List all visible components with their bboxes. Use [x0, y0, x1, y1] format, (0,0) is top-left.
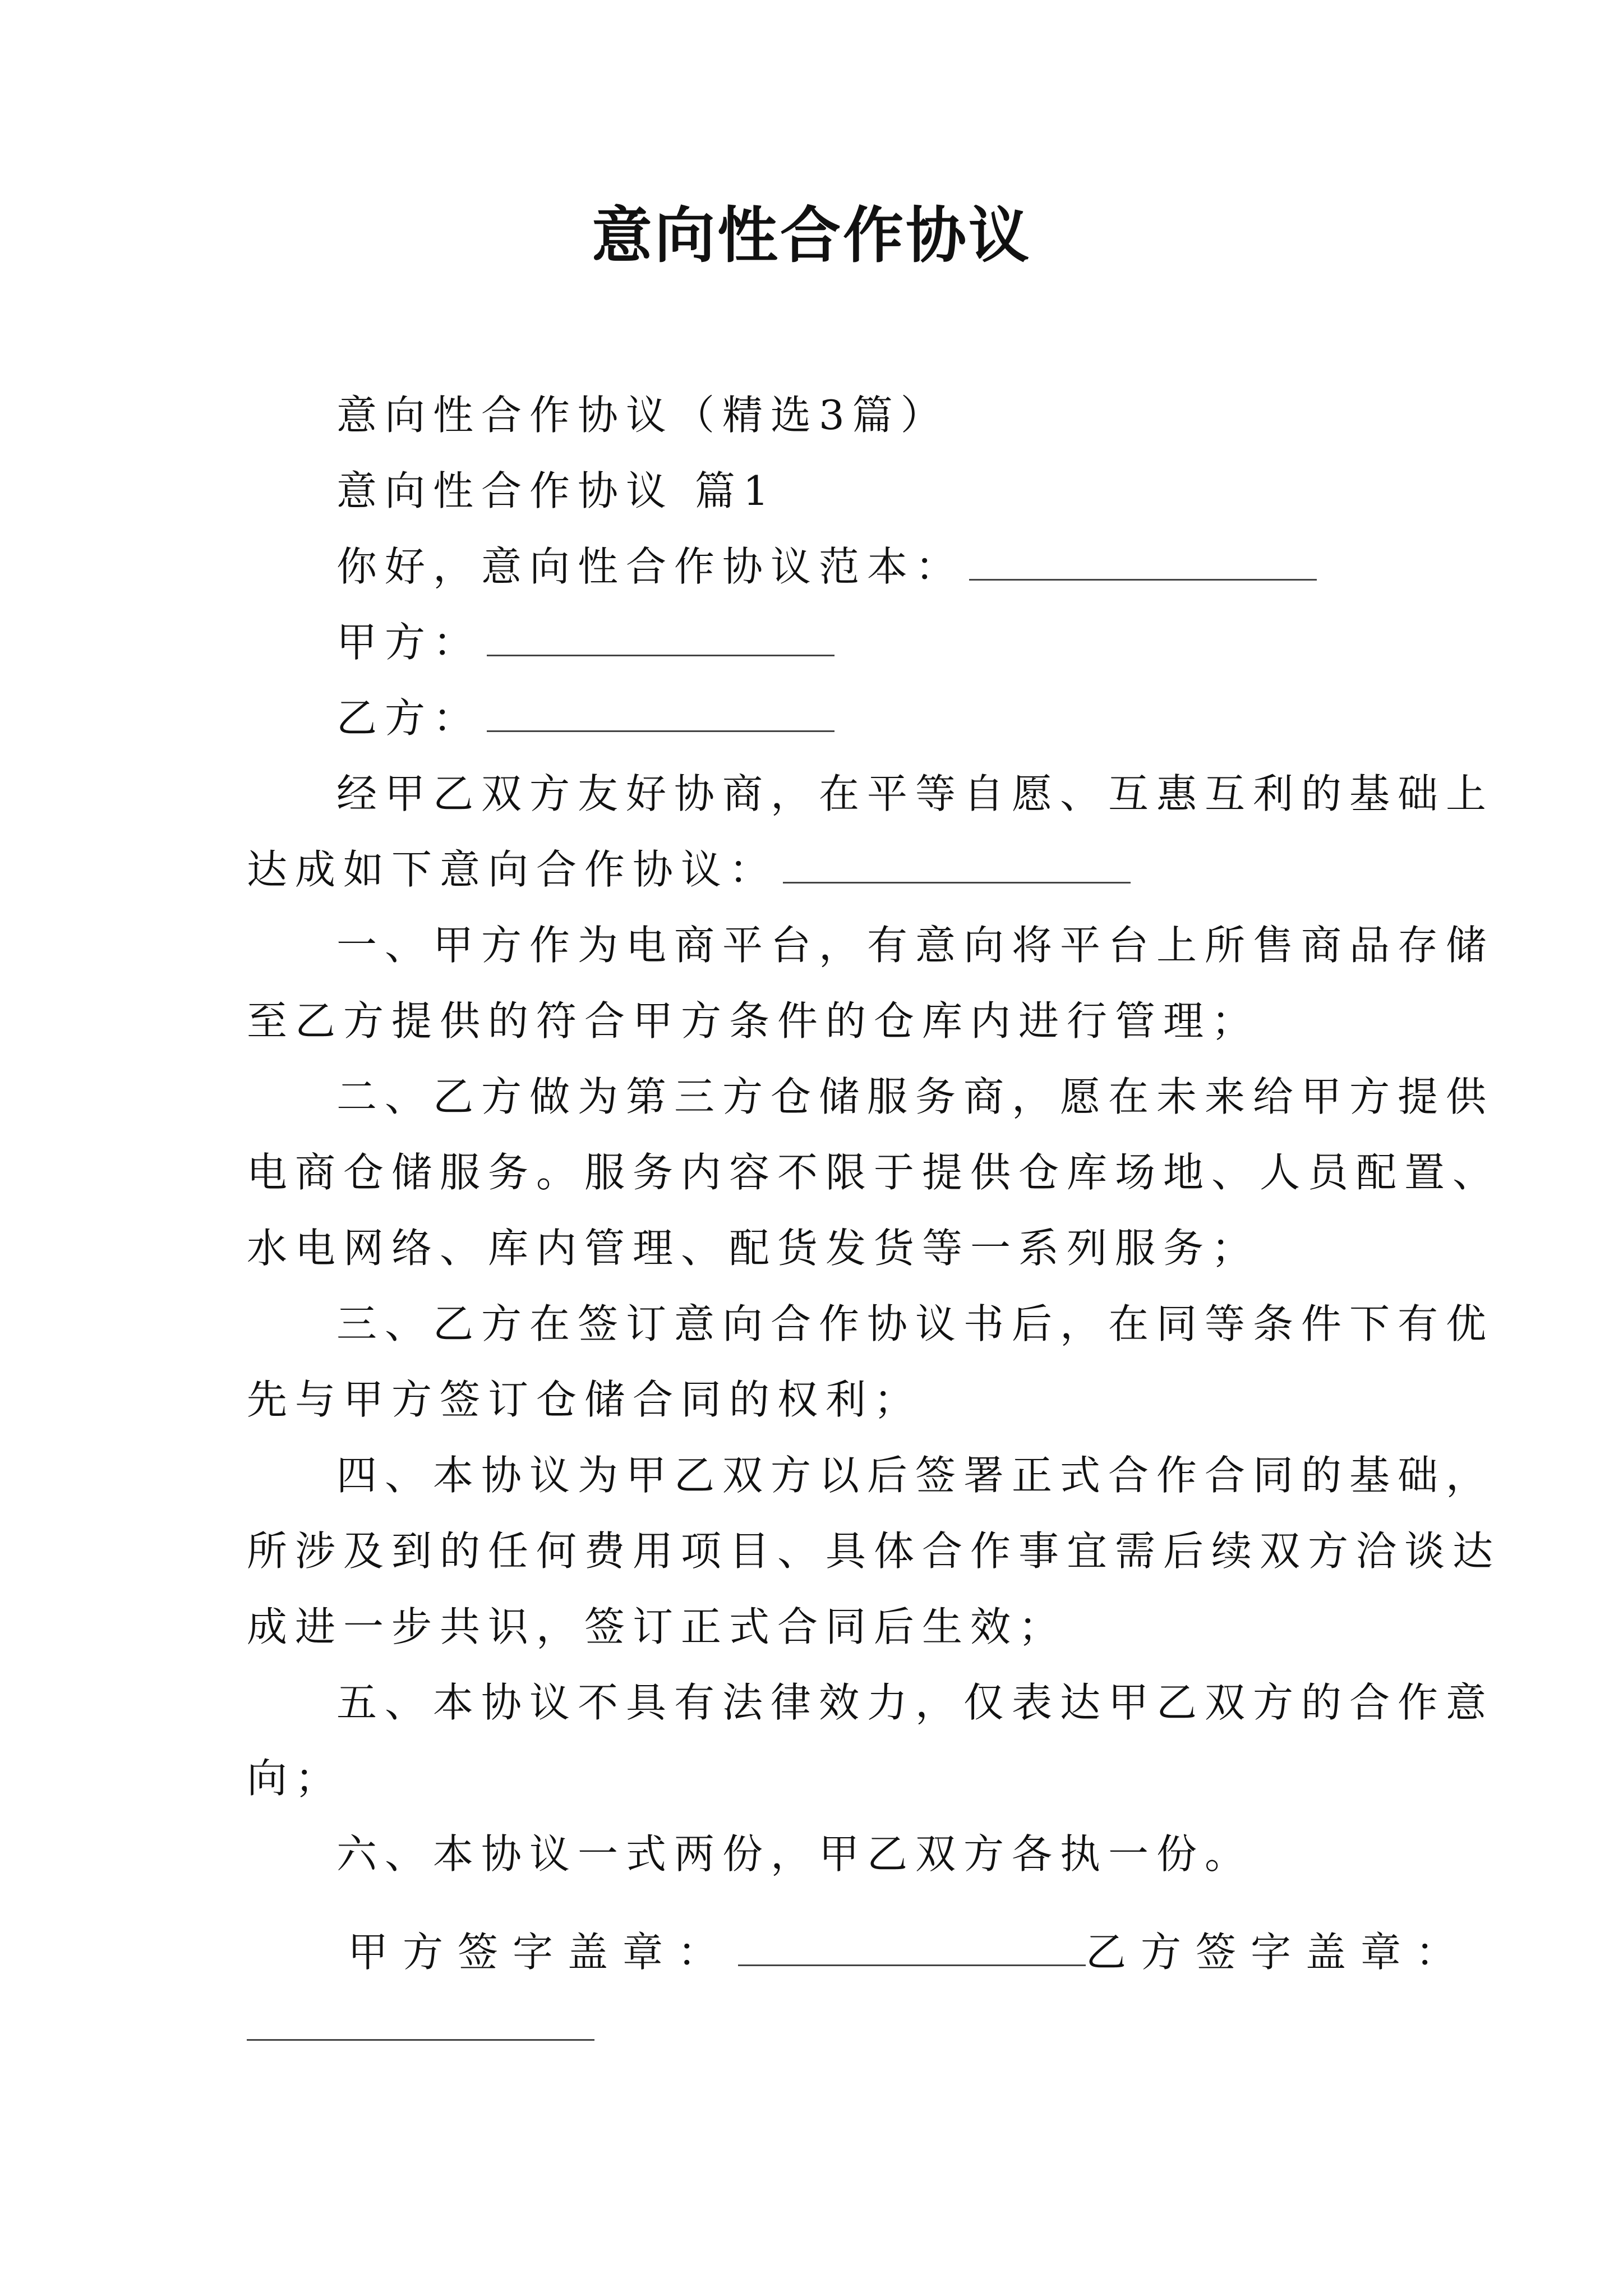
clause-2-line-3: 水电网络、库内管理、配货发货等一系列服务； — [247, 1225, 1260, 1272]
blank-line — [783, 880, 1131, 884]
section-heading: 意向性合作协议 篇1 — [336, 467, 777, 514]
clause-1-line-1: 一、甲方作为电商平台，有意向将平台上所售商品存储 — [336, 922, 1495, 969]
blank-line — [969, 577, 1317, 581]
document-subtitle: 意向性合作协议（精选3篇） — [336, 392, 949, 439]
document-title: 意向性合作协议 — [591, 200, 1031, 271]
party-b-line: 乙方： — [336, 690, 834, 746]
blank-line — [487, 652, 834, 656]
clause-3-line-2: 先与甲方签订仓储合同的权利； — [247, 1376, 923, 1423]
signature-line — [348, 1924, 1470, 1980]
intro-line-2: 达成如下意向合作协议： — [247, 841, 1131, 898]
clause-2-line-2: 电商仓储服务。服务内容不限于提供仓库场地、人员配置、 — [247, 1149, 1501, 1196]
intro-line-1: 经甲乙双方友好协商，在平等自愿、互惠互利的基础上 — [336, 770, 1495, 817]
clause-5-line-2: 向； — [247, 1755, 344, 1802]
blank-line — [247, 2039, 594, 2041]
clause-6-line-1: 六、本协议一式两份，甲乙双方各执一份。 — [336, 1830, 1253, 1878]
party-a-line: 甲方： — [336, 614, 834, 670]
sign-a-label: 甲方签字盖章： — [348, 1929, 733, 1976]
clause-4-line-2: 所涉及到的任何费用项目、具体合作事宜需后续双方洽谈达 — [247, 1527, 1501, 1575]
blank-line — [487, 728, 834, 732]
blank-line — [738, 1962, 1086, 1966]
clause-1-line-2: 至乙方提供的符合甲方条件的仓库内进行管理； — [247, 997, 1260, 1045]
clause-5-line-1: 五、本协议不具有法律效力，仅表达甲乙双方的合作意 — [336, 1679, 1495, 1726]
greeting-line: 你好，意向性合作协议范本： — [336, 539, 1317, 595]
clause-3-line-1: 三、乙方在签订意向合作协议书后，在同等条件下有优 — [336, 1300, 1495, 1347]
clause-2-line-1: 二、乙方做为第三方仓储服务商，愿在未来给甲方提供 — [336, 1073, 1495, 1120]
sign-b-label: 乙方签字盖章： — [1086, 1929, 1471, 1976]
clause-4-line-3: 成进一步共识，签订正式合同后生效； — [247, 1603, 1067, 1650]
clause-4-line-1: 四、本协议为甲乙双方以后签署正式合作合同的基础， — [336, 1452, 1495, 1499]
